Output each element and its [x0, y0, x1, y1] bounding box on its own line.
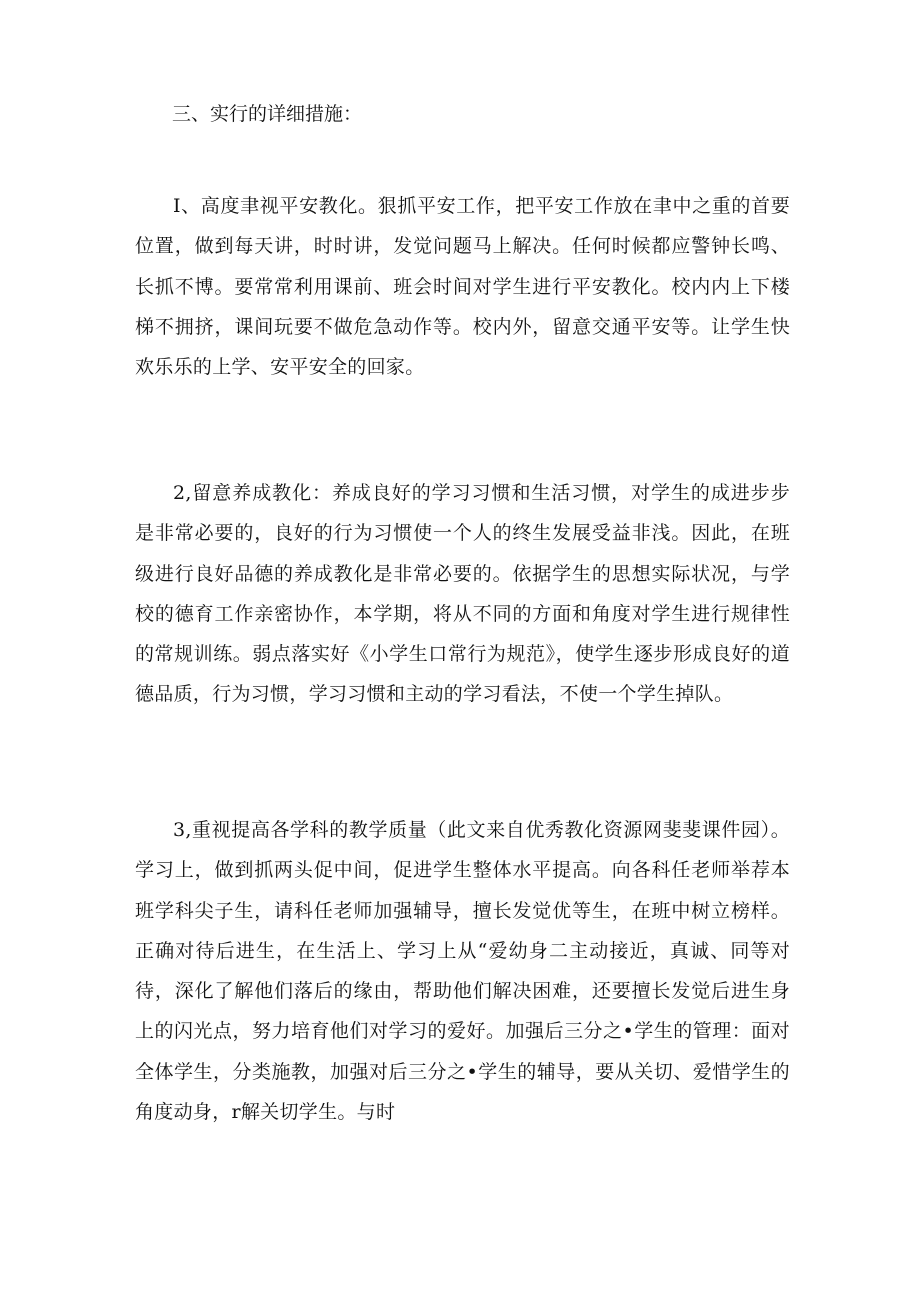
section-heading: 三、实行的详细措施： [172, 103, 363, 125]
paragraph-teaching-quality: 3,重视提高各学科的教学质量（此文来自优秀教化资源网斐斐课件园）。学习上，做到抓两头促中间，促进学生整体水平提高。向各科任老师举荐本班学科尖子生，请科任老师加强辅导，擅长发觉优等生，在班中树立榜样。正确对待后进生，在生活上、学习上从“爱幼身二主动接近，真诚、同等对待，深化了解他们落后的缘由，帮助他们解决困难，还要擅长发觉后进生身上的闪光点，努力培育他们对学习的爱好。加强后三分之•学生的管理：面对全体学生，分类施教，加强对后三分之•学生的辅导，要从关切、爱惜学生的角度动身，r解关切学生。与时 [135, 819, 790, 1124]
paragraph-habit-education: 2,留意养成教化：养成良好的学习习惯和生活习惯，对学生的成进步步是非常必要的，良好的行为习惯使一个人的终生发展受益非浅。因此，在班级进行良好品德的养成教化是非常必要的。依据学生的思想实际状况，与学校的德育工作亲密协作，本学期，将从不同的方面和角度对学生进行规律性的常规训练。弱点落实好《小学生口常行为规范》，使学生逐步形成良好的道德品质，行为习惯，学习习惯和主动的学习看法，不使一个学生掉队。 [135, 482, 790, 706]
paragraph-safety-education: I、高度聿视平安教化。狠抓平安工作，把平安工作放在聿中之重的首要位置，做到每天讲，时时讲，发觉问题马上解决。任何时候都应警钟长鸣、长抓不博。要常常利用课前、班会时间对学生进行平安教化。校内内上下楼梯不拥挤，课间玩要不做危急动作等。校内外，留意交通平安等。让学生快欢乐乐的上学、安平安全的回家。 [135, 195, 790, 379]
